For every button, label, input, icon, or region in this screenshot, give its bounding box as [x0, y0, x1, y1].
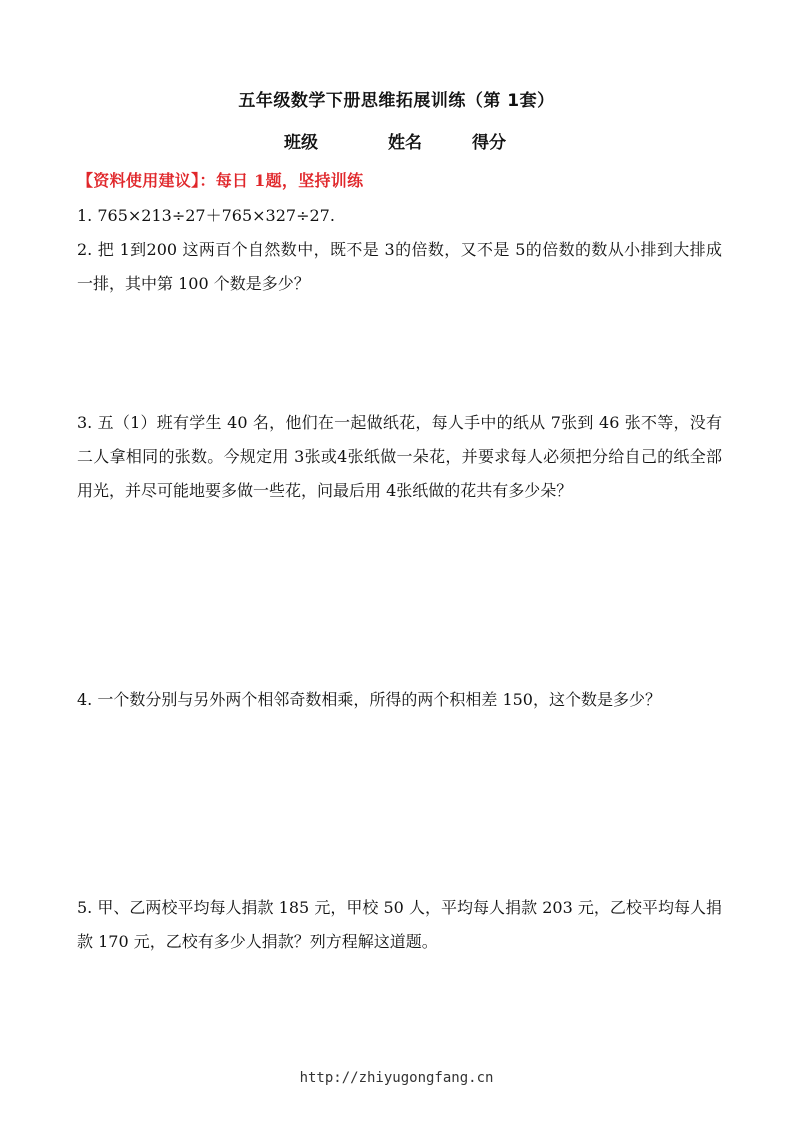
name-label: 姓名 [388, 133, 422, 153]
class-label: 班级 [284, 133, 318, 153]
question-4: 4. 一个数分别与另外两个相邻奇数相乘，所得的两个积相差 150，这个数是多少？ [77, 690, 661, 709]
question-2: 2. 把 1到200 这两百个自然数中，既不是 3的倍数，又不是 5的倍数的数从小排到大排成一排，其中第 100 个数是多少？ [77, 240, 722, 293]
question-3: 3. 五（1）班有学生 40 名，他们在一起做纸花，每人手中的纸从 7张到 46 张不等，没有二人拿相同的张数。今规定用 3张或4张纸做一朵花，并要求每人必须把分给自己的纸全部用光，并尽可能地要多做一些花，问最后用 4张纸做的花共有多少朵？ [77, 413, 722, 500]
footer-url: http://zhiyugongfang.cn [299, 1070, 494, 1086]
question-5: 5. 甲、乙两校平均每人捐款 185 元，甲校 50 人，平均每人捐款 203 元，乙校平均每人捐款 170 元，乙校有多少人捐款？列方程解这道题。 [77, 898, 722, 951]
usage-advice: 【资料使用建议】：每日 1题，坚持训练 [77, 171, 364, 190]
page-title: 五年级数学下册思维拓展训练（第 1套） [238, 91, 555, 111]
score-label: 得分 [472, 133, 506, 153]
question-1: 1. 765×213÷27＋765×327÷27. [77, 206, 335, 225]
